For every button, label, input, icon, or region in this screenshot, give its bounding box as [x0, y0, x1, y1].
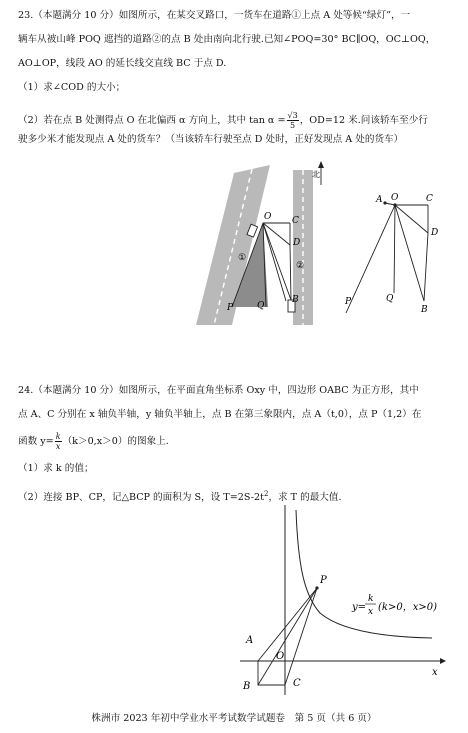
label-road1: ①	[238, 253, 247, 263]
r-label-d: D	[431, 228, 439, 238]
p23-line-4: （1）求∠COD 的大小；	[18, 82, 126, 93]
p23-line-5	[18, 111, 428, 130]
figure-24-graph	[0, 505, 468, 705]
r-line-od	[395, 205, 428, 233]
tan-fraction	[287, 111, 299, 130]
label-x: x	[432, 667, 438, 678]
north-arrowhead	[318, 161, 324, 168]
r-line-oq	[394, 205, 395, 293]
p24-line-3b: （k＞0,x＞0）的图象上.	[62, 436, 169, 447]
func-prefix: 函数 y=	[18, 436, 54, 447]
func-fraction	[55, 432, 62, 451]
p23-line-1: 23.（本题满分 10 分）如图所示，在某交叉路口，一货车在道路①上点 A 处等候“绿灯”，一	[18, 10, 411, 21]
label-road2: ②	[296, 261, 305, 271]
tan-num: √3	[287, 111, 298, 120]
hyperbola-curve	[296, 510, 432, 638]
r-label-b: B	[421, 305, 428, 315]
label-q-left: Q	[257, 301, 265, 311]
label-c: C	[293, 678, 301, 689]
p23-line-5a: （2）若在点 B 处测得点 O 在北偏西 α 方向上，其中 tan α =	[18, 115, 286, 126]
curve-label-prefix: y=	[352, 602, 367, 613]
r-line-db	[424, 233, 428, 301]
r-label-q: Q	[386, 294, 394, 304]
label-a: A	[246, 635, 254, 646]
p23-line-6: 驶多少米才能发现点 A 处的货车？（当该轿车行驶至点 D 处时，正好发现点 A 处的货车）	[18, 134, 404, 145]
p24-line-1: 24.（本题满分 10 分）如图所示，在平面直角坐标系 Oxy 中，四边形 OABC 为正方形，其中	[18, 385, 419, 396]
func-den: x	[55, 442, 61, 451]
p24-line-5	[18, 488, 342, 504]
func-num: k	[55, 432, 61, 441]
r-label-p: P	[345, 297, 352, 307]
line-db	[290, 245, 291, 300]
label-p: P	[320, 575, 327, 586]
p24-line-4: （1）求 k 的值；	[18, 463, 94, 474]
label-o: O	[276, 651, 285, 662]
figure-23-left	[0, 155, 468, 365]
label-p-left: P	[227, 303, 234, 313]
point-p	[315, 586, 318, 589]
page-footer: 株洲市 2023 年初中学业水平考试数学试题卷 第 5 页（共 6 页）	[91, 713, 377, 724]
line-ap	[258, 588, 317, 661]
p23-line-2: 辆车从被山峰 POQ 遮挡的道路②的点 B 处由南向北行驶.已知∠POQ=30° BC∥OQ，OC⊥OQ，	[18, 34, 436, 45]
r-label-c: C	[426, 194, 433, 204]
curve-label-cond: (k>0，x>0)	[378, 602, 437, 613]
label-c-left: C	[292, 216, 299, 226]
square-oabc	[258, 661, 285, 685]
label-b-left: B	[292, 295, 299, 305]
r-label-a: A	[376, 195, 383, 205]
r-line-ob	[395, 205, 424, 301]
p24-line-2: 点 A、C 分别在 x 轴负半轴，y 轴负半轴上，点 B 在第三象限内，点 A（t,0），点 P（1,2）在	[18, 409, 422, 420]
line-cp	[285, 588, 317, 685]
r-point-o	[393, 203, 396, 206]
x-arrowhead	[440, 658, 446, 664]
curve-label-k: k	[368, 594, 374, 604]
p24-line-5b: ，求 T 的最大值.	[268, 492, 342, 504]
t-exponent: 2	[263, 490, 269, 498]
p24-line-3	[18, 432, 169, 451]
p23-line-5b: ，OD=12 米.问该轿车至少行	[299, 115, 428, 126]
label-north: 北	[312, 170, 320, 179]
line-bp	[258, 588, 317, 685]
label-o-left: O	[264, 212, 272, 222]
r-label-o: O	[391, 193, 399, 203]
r-point-a	[383, 201, 386, 204]
label-d-left: D	[293, 238, 301, 248]
p23-line-3: AO⊥OP，线段 AO 的延长线交直线 BC 于点 D.	[18, 58, 227, 69]
label-b: B	[243, 681, 251, 692]
tan-den: 5	[290, 121, 296, 130]
p24-line-5a: （2）连接 BP、CP，记△BCP 的面积为 S，设 T=2S-2t	[18, 492, 264, 504]
figure-23-right	[344, 193, 438, 315]
curve-label-x: x	[368, 607, 374, 617]
